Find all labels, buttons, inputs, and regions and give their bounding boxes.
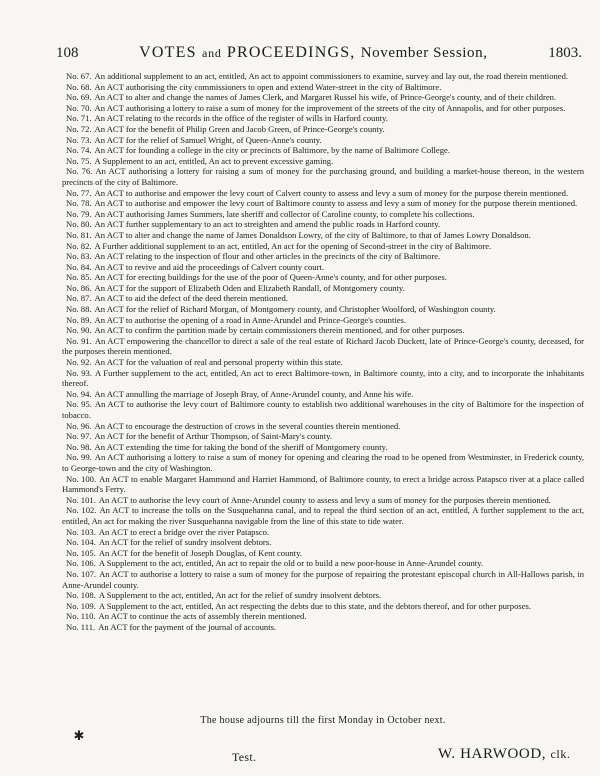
act-text: An ACT to enable Margaret Hammond and Harriet Hammond, of Baltimore county, to erect a bridge across Patapsco river at a place called Hammond's Ferry. — [62, 473, 585, 495]
act-text: An ACT to aid the defect of the deed therein mentioned. — [94, 293, 288, 304]
act-text: An ACT to authorise a lottery to raise a sum of money for the purpose of repairing the protestant episcopal church in All-Hallows parish, in Anne-Arundel county. — [62, 568, 584, 590]
act-entry — [62, 474, 584, 495]
act-number: No. 99. — [66, 452, 92, 463]
star-ornament-icon: ✱ — [73, 728, 85, 743]
act-entry — [62, 145, 584, 156]
act-number: No. 100. — [66, 473, 97, 484]
act-text: An ACT authorising a lottery to raise a sum of money for opening and clearing the road to be opened from Westminster, in Frederick county, to George-town and the city of Washington. — [62, 452, 584, 473]
act-entry — [62, 368, 584, 389]
act-text: An ACT authorising the city commissioners to open and extend Water-street in the city of Baltimore. — [94, 81, 442, 92]
act-number: No. 111. — [66, 621, 96, 632]
act-text: An additional supplement to an act, entitled, An act to appoint commissioners to examine, survey and lay out, the road therein mentioned. — [94, 71, 569, 81]
act-entry — [62, 611, 584, 622]
act-text: An ACT to authorise the levy court of Baltimore county to establish two additional warehouses in the city of Baltimore for the inspection of tobacco. — [62, 399, 584, 420]
act-text: An ACT to authorise and empower the levy court of Calvert county to assess and levy a sum of money for the purpose therein mentioned. — [94, 187, 569, 198]
act-entry — [62, 389, 584, 400]
act-number: No. 77. — [66, 187, 92, 198]
act-number: No. 80. — [66, 219, 92, 230]
act-entry — [62, 336, 584, 357]
act-entry — [62, 135, 584, 146]
act-entry — [62, 219, 584, 230]
act-number: No. 103. — [66, 526, 96, 537]
act-number: No. 93. — [66, 367, 92, 378]
title-word-and: and — [201, 46, 222, 60]
act-number: No. 82. — [66, 240, 92, 251]
act-number: No. 102. — [66, 505, 97, 516]
act-entry — [62, 357, 584, 368]
act-text: An ACT for the valuation of real and personal property within this state. — [94, 357, 343, 368]
act-text: An ACT to alter and change the names of James Clerk, and Margaret Russel his wife, of Prince-George's county, and of their children. — [94, 92, 557, 103]
session-year: 1803. — [548, 45, 582, 61]
act-number: No. 92. — [66, 357, 92, 368]
act-text: An ACT for the benefit of Arthur Thompson, of Saint-Mary's county. — [94, 431, 332, 442]
act-text: An ACT empowering the chancellor to direct a sale of the real estate of Richard Jacob Duckett, late of Prince-George's county, deceased, for the purposes therein mentioned. — [62, 335, 584, 357]
act-entry — [62, 495, 584, 506]
clerk-name: W. HARWOOD, — [438, 746, 547, 762]
clerk-signature — [438, 746, 571, 763]
act-number: No. 70. — [66, 102, 92, 113]
act-entry — [62, 230, 584, 241]
act-number: No. 96. — [66, 420, 92, 431]
act-number: No. 105. — [66, 547, 96, 558]
act-text: An ACT extending the time for taking the bond of the sheriff of Montgomery county. — [94, 441, 388, 452]
act-number: No. 85. — [66, 272, 92, 283]
act-number: No. 83. — [66, 251, 92, 262]
act-text: A Supplement to an act, entitled, An act to prevent excessive gaming. — [94, 155, 334, 166]
adjournment-notice: The house adjourns till the first Monday in October next. — [200, 715, 446, 726]
act-number: No. 104. — [66, 537, 96, 548]
act-entry — [62, 527, 584, 538]
act-text: An ACT authorising a lottery for raising a sum of money for the purchasing ground, and building a market-house thereon, in the western precincts of the city of Baltimore. — [62, 166, 585, 187]
act-number: No. 86. — [66, 282, 92, 293]
act-entry — [62, 293, 584, 304]
title-word-proceedings: PROCEEDINGS, — [226, 44, 356, 61]
act-text: An ACT for founding a college in the city or precincts of Baltimore, by the name of Baltimore College. — [94, 145, 450, 156]
act-entry — [62, 548, 584, 559]
act-number: No. 95. — [66, 399, 92, 410]
act-number: No. 73. — [66, 134, 92, 145]
act-text: An ACT further supplementary to an act to streighten and amend the public roads in Harford county. — [94, 219, 441, 230]
act-number: No. 89. — [66, 314, 92, 325]
act-text: An ACT for erecting buildings for the use of the poor of Queen-Anne's county, and for other purposes. — [94, 272, 447, 283]
running-title — [139, 44, 487, 62]
act-number: No. 110. — [66, 611, 96, 622]
act-number: No. 72. — [66, 123, 92, 134]
act-entry — [62, 113, 584, 124]
act-text: An ACT to confirm the partition made by certain commissioners therein mentioned, and for other purposes. — [94, 325, 465, 336]
act-entry — [62, 71, 584, 82]
act-entry — [62, 442, 584, 453]
act-text: An ACT relating to the records in the office of the register of wills in Harford county. — [94, 113, 388, 124]
act-text: An ACT for the relief of Samuel Wright, of Queen-Anne's county. — [94, 134, 322, 145]
act-text: An ACT for the support of Elizabeth Oden and Elizabeth Randall, of Montgomery county. — [94, 282, 405, 293]
act-number: No. 68. — [66, 81, 92, 92]
act-entry — [62, 251, 584, 262]
acts-list — [62, 71, 584, 632]
clerk-title: clk. — [550, 747, 571, 761]
act-text: An ACT to authorise the opening of a road in Anne-Arundel and Prince-George's counties. — [94, 314, 407, 325]
act-text: An ACT to increase the tolls on the Susquehanna canal, and to repeal the third section of an act, entitled, A further supplement to the act, entitled, An act for making the river Susquehanna navigable from the line of this state to tide water. — [62, 505, 584, 526]
act-entry — [62, 601, 584, 612]
act-number: No. 97. — [66, 431, 92, 442]
act-text: An ACT to encourage the destruction of crows in the several counties therein mentioned. — [94, 420, 401, 431]
act-entry — [62, 103, 584, 114]
act-text: An ACT to erect a bridge over the river Patapsco. — [98, 526, 270, 537]
act-entry — [62, 124, 584, 135]
act-entry — [62, 262, 584, 273]
act-text: An ACT to authorise and empower the levy court of Baltimore county to assess and levy a sum of money for the purpose therein mentioned. — [94, 198, 578, 209]
act-entry — [62, 209, 584, 220]
act-entry — [62, 399, 584, 420]
act-number: No. 106. — [66, 558, 96, 569]
act-number: No. 90. — [66, 325, 92, 336]
title-word-votes: VOTES — [139, 44, 197, 61]
act-number: No. 109. — [66, 600, 96, 611]
act-entry — [62, 431, 584, 442]
act-number: No. 101. — [66, 494, 96, 505]
session-label: November Session, — [360, 45, 488, 61]
act-text: An ACT relating to the inspection of flour and other articles in the precincts of the city of Baltimore. — [94, 251, 441, 262]
act-entry — [62, 92, 584, 103]
act-entry — [62, 283, 584, 294]
act-text: An ACT for the relief of Richard Morgan, of Montgomery county, and Christopher Woolford, of Washington county. — [94, 304, 496, 315]
act-number: No. 71. — [66, 113, 92, 124]
page-number: 108 — [56, 45, 79, 61]
act-text: An ACT for the benefit of Joseph Douglas, of Kent county. — [98, 547, 302, 558]
act-text: An ACT to continue the acts of assembly therein mentioned. — [98, 611, 307, 622]
act-text: An ACT authorising James Summers, late sheriff and collector of Caroline county, to complete his collections. — [94, 208, 475, 219]
act-number: No. 69. — [66, 92, 92, 103]
act-number: No. 84. — [66, 261, 92, 272]
act-text: An ACT to revive and aid the proceedings of Calvert county court. — [94, 261, 324, 272]
act-number: No. 74. — [66, 145, 92, 156]
act-entry — [62, 156, 584, 167]
act-number: No. 81. — [66, 229, 92, 240]
act-text: An ACT for the benefit of Philip Green and Jacob Green, of Prince-George's county. — [94, 123, 385, 134]
act-text: An ACT authorising a lottery to raise a sum of money for the improvement of the streets of the city of Annapolis, and for other purposes. — [94, 102, 566, 113]
act-number: No. 88. — [66, 304, 92, 315]
act-text: A Supplement to the act, entitled, An act to repair the old or to build a new poor-house in Anne-Arundel county. — [98, 558, 484, 569]
act-entry — [62, 569, 584, 590]
act-text: An ACT to authorise the levy court of Anne-Arundel county to assess and levy a sum of money for the purposes therein mentioned. — [98, 494, 551, 505]
act-number: No. 98. — [66, 441, 92, 452]
act-entry — [62, 452, 584, 473]
act-entry — [62, 304, 584, 315]
act-number: No. 107. — [66, 568, 97, 579]
act-text: A Supplement to the act, entitled, An act respecting the debts due to this state, and the debtors thereof, and for other purposes. — [98, 600, 532, 611]
act-number: No. 76. — [66, 166, 93, 177]
act-number: No. 87. — [66, 293, 92, 304]
act-entry — [62, 537, 584, 548]
act-entry — [62, 505, 584, 526]
act-number: No. 94. — [66, 388, 92, 399]
act-text: An ACT annulling the marriage of Joseph Bray, of Anne-Arundel county, and Anne his wife. — [94, 388, 414, 399]
act-entry — [62, 166, 584, 187]
test-label: Test. — [232, 750, 257, 764]
act-entry — [62, 198, 584, 209]
page-header — [56, 44, 582, 64]
act-number: No. 78. — [66, 198, 92, 209]
act-entry — [62, 590, 584, 601]
act-text: A Supplement to the act, entitled, An act for the relief of sundry insolvent debtors. — [98, 590, 382, 601]
act-number: No. 67. — [66, 71, 92, 81]
act-entry — [62, 622, 584, 633]
act-text: An ACT for the relief of sundry insolvent debtors. — [98, 537, 272, 548]
act-number: No. 75. — [66, 155, 92, 166]
act-text: A Further supplement to the act, entitled, An act to erect Baltimore-town, in Baltimore county, into a city, and to incorporate the inhabitants thereof. — [62, 367, 584, 389]
act-entry — [62, 325, 584, 336]
act-entry — [62, 272, 584, 283]
act-number: No. 79. — [66, 208, 92, 219]
act-entry — [62, 241, 584, 252]
act-number: No. 108. — [66, 590, 96, 601]
act-entry — [62, 82, 584, 93]
act-text: An ACT for the payment of the journal of accounts. — [98, 621, 277, 632]
act-entry — [62, 315, 584, 326]
act-number: No. 91. — [66, 335, 92, 346]
act-entry — [62, 421, 584, 432]
act-entry — [62, 188, 584, 199]
act-text: A Further additional supplement to an act, entitled, An act for the opening of Second-street in the city of Baltimore. — [94, 240, 492, 251]
act-text: An ACT to alter and change the name of James Donaldson Lowry, of the city of Baltimore, to that of James Lowry Donaldson. — [94, 229, 531, 240]
act-entry — [62, 558, 584, 569]
